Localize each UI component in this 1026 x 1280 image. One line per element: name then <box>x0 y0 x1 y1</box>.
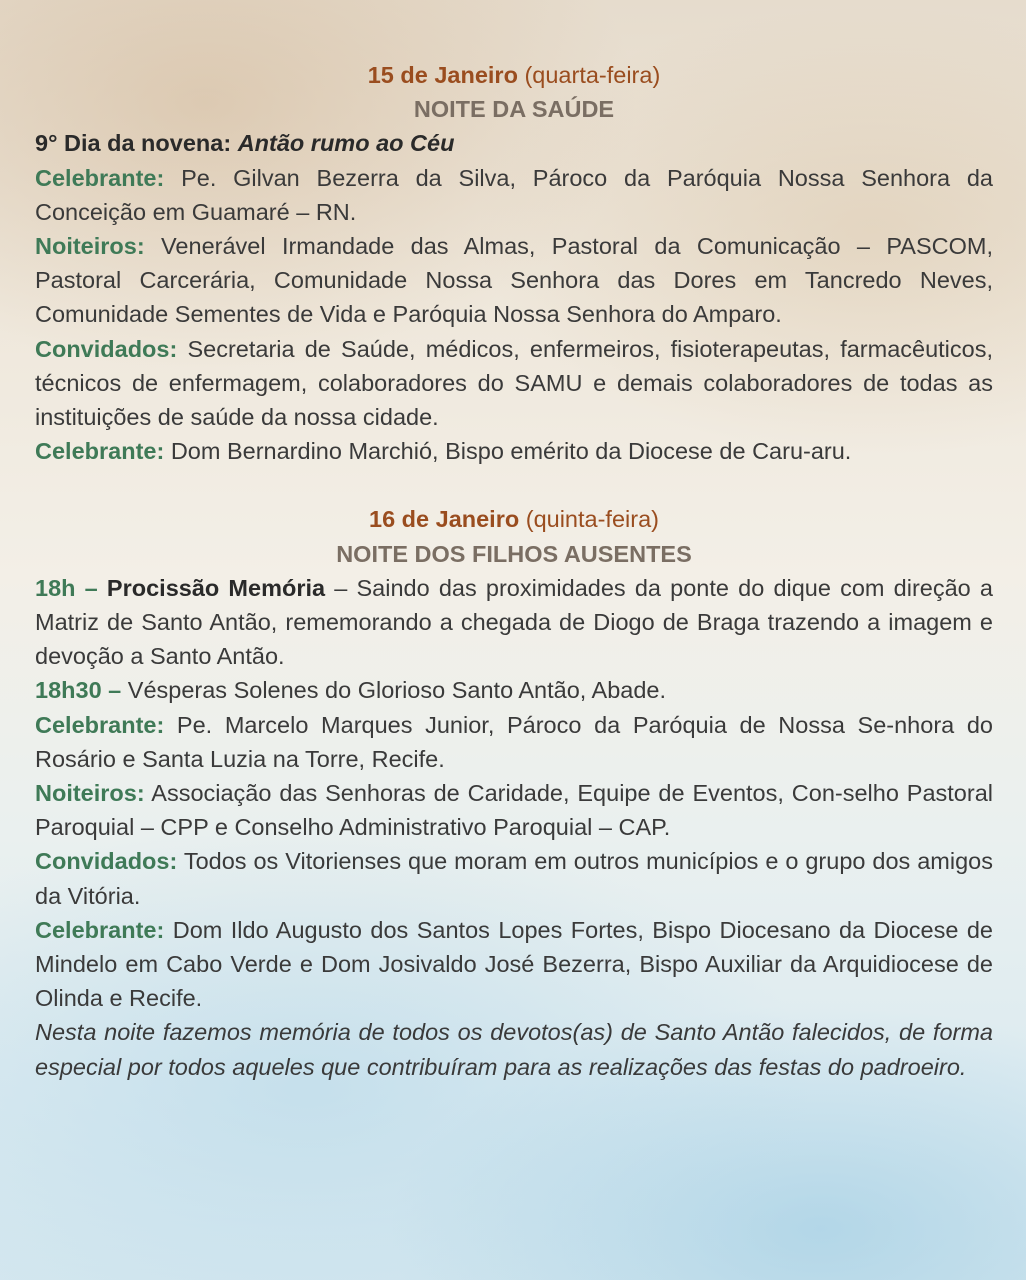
celebrante-text: Pe. Marcelo Marques Junior, Pároco da Paróquia de Nossa Se-nhora do Rosário e Santa Luzia na Torre, Recife. <box>35 711 993 772</box>
vesperas-time: 18h30 – <box>35 677 128 704</box>
noiteiros-label: Noiteiros: <box>35 780 145 807</box>
day15-novena <box>35 126 993 160</box>
celebrante-label: Celebrante: <box>35 916 165 943</box>
celebrante-label: Celebrante: <box>35 164 165 191</box>
celebrante-text: Dom Bernardino Marchió, Bispo emérito da Diocese de Caru-aru. <box>164 438 852 465</box>
noiteiros-text: Associação das Senhoras de Caridade, Equipe de Eventos, Con-selho Pastoral Paroquial – CPP e Conselho Administrativo Paroquial – CAP. <box>35 780 993 841</box>
convidados-text: Todos os Vitorienses que moram em outros municípios e o grupo dos amigos da Vitória. <box>35 848 993 909</box>
celebrante-text: Pe. Gilvan Bezerra da Silva, Pároco da Paróquia Nossa Senhora da Conceição em Guamaré – RN. <box>35 164 993 225</box>
noiteiros-text: Venerável Irmandade das Almas, Pastoral da Comunicação – PASCOM, Pastoral Carcerária, Comunidade Nossa Senhora das Dores em Tancredo Neves, Comunidade Sementes de Vida e Paróquia Nossa Senhora do Amparo. <box>35 233 993 328</box>
day16-procissao <box>35 571 993 674</box>
day16-date: 16 de Janeiro <box>369 506 520 533</box>
section-spacer <box>35 468 993 502</box>
day15-convidados <box>35 332 993 435</box>
novena-theme: Antão rumo ao Céu <box>237 130 455 157</box>
procissao-title: Procissão Memória <box>106 574 326 601</box>
convidados-label: Convidados: <box>35 335 178 362</box>
day16-section <box>35 502 993 1083</box>
day15-date: 15 de Janeiro <box>367 62 518 88</box>
day16-convidados <box>35 844 993 912</box>
day16-night-title: NOITE DOS FILHOS AUSENTES <box>336 540 692 567</box>
day16-weekday: (quinta-feira) <box>525 506 659 533</box>
day15-celebrante-1 <box>35 161 993 229</box>
celebrante-text: Dom Ildo Augusto dos Santos Lopes Fortes, Bispo Diocesano da Diocese de Mindelo em Cabo Verde e Dom Josivaldo José Bezerra, Bispo Auxiliar da Arquidiocese de Olinda e Recife. <box>35 916 993 1012</box>
vesperas-text: Vésperas Solenes do Glorioso Santo Antão, Abade. <box>127 677 667 704</box>
celebrante-label: Celebrante: <box>35 438 165 465</box>
procissao-text: – Saindo das proximidades da ponte do dique com direção a Matriz de Santo Antão, rememorando a chegada de Diogo de Braga trazendo a imagem e devoção a Santo Antão. <box>35 574 993 670</box>
day16-celebrante-1 <box>35 708 993 776</box>
day15-date-line <box>35 58 993 92</box>
day15-celebrante-2 <box>35 434 993 468</box>
day15-weekday: (quarta-feira) <box>524 62 661 88</box>
day15-noiteiros <box>35 229 993 332</box>
day16-celebrante-2 <box>35 913 993 1016</box>
noiteiros-label: Noiteiros: <box>35 233 145 260</box>
day16-noiteiros <box>35 776 993 844</box>
celebrante-label: Celebrante: <box>35 711 165 738</box>
day16-memoria-note: Nesta noite fazemos memória de todos os devotos(as) de Santo Antão falecidos, de forma especial por todos aqueles que contribuíram para as realizações das festas do padroeiro. <box>35 1019 993 1080</box>
novena-prefix: 9° Dia da novena: <box>35 130 238 157</box>
day15-night-title: NOITE DA SAÚDE <box>413 96 615 123</box>
program-content <box>35 58 993 1084</box>
day16-date-line <box>35 502 993 536</box>
convidados-text: Secretaria de Saúde, médicos, enfermeiros, fisioterapeutas, farmacêuticos, técnicos de enfermagem, colaboradores do SAMU e demais colaboradores de todas as instituições de saúde da nossa cidade. <box>35 335 993 431</box>
convidados-label: Convidados: <box>35 848 178 875</box>
procissao-time: 18h – <box>35 574 107 601</box>
day16-vesperas <box>35 673 993 707</box>
day15-section <box>35 58 993 468</box>
